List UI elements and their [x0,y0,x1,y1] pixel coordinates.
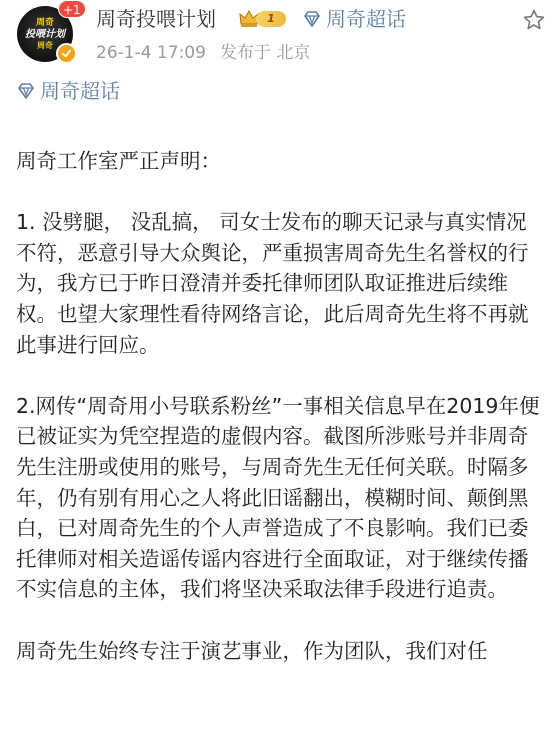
vip-level: 1 [256,11,286,27]
vip-badge[interactable] [238,8,286,30]
post-location: 发布于 北京 [219,43,311,63]
post-header [0,0,554,72]
post-time: 26-1-4 17:09 [96,43,206,63]
supertopic-link-label: 周奇超话 [326,7,406,31]
topic-tag-label: 周奇超话 [40,79,120,103]
diamond-icon [16,81,36,101]
post-meta [96,42,324,64]
author-name[interactable]: 周奇投喂计划 [96,7,216,31]
diamond-icon [302,9,322,29]
post-paragraph-1: 1. 没劈腿， 没乱搞， 司女士发布的聊天记录与真实情况不符，恶意引导大众舆论，严重损害周奇先生名誉权的行为，我方已于昨日澄清并委托律师团队取证推进后续维权。也望大家理性看待网络言论，此后周奇先生将不再就此事进行回应。 [16,210,529,357]
post-body [16,146,546,666]
post-paragraph-2: 2.网传“周奇用小号联系粉丝”一事相关信息早在2019年便已被证实为凭空捏造的虚假内容。截图所涉账号并非周奇先生注册或使用的账号，与周奇先生无任何关联。时隔多年，仍有别有用心之人将此旧谣翻出，模糊时间、颠倒黑白，已对周奇先生的个人声誉造成了不良影响。我们已委托律师对相关造谣传谣内容进行全面取证，对于继续传播不实信息的主体，我们将坚决采取法律手段进行追责。 [16,393,540,602]
star-icon[interactable] [522,8,546,32]
avatar-text-3: 周奇 [37,40,53,50]
notification-badge: +1 [58,0,86,18]
avatar-text-1: 周奇 [35,17,54,28]
avatar-text-2: 投喂计划 [25,28,65,40]
verified-icon [56,43,77,64]
post-paragraph-3: 周奇先生始终专注于演艺事业，作为团队，我们对任 [16,638,488,663]
topic-tag[interactable] [16,78,120,104]
supertopic-link[interactable] [302,6,406,32]
post-paragraph-title: 周奇工作室严正声明： [16,149,221,173]
